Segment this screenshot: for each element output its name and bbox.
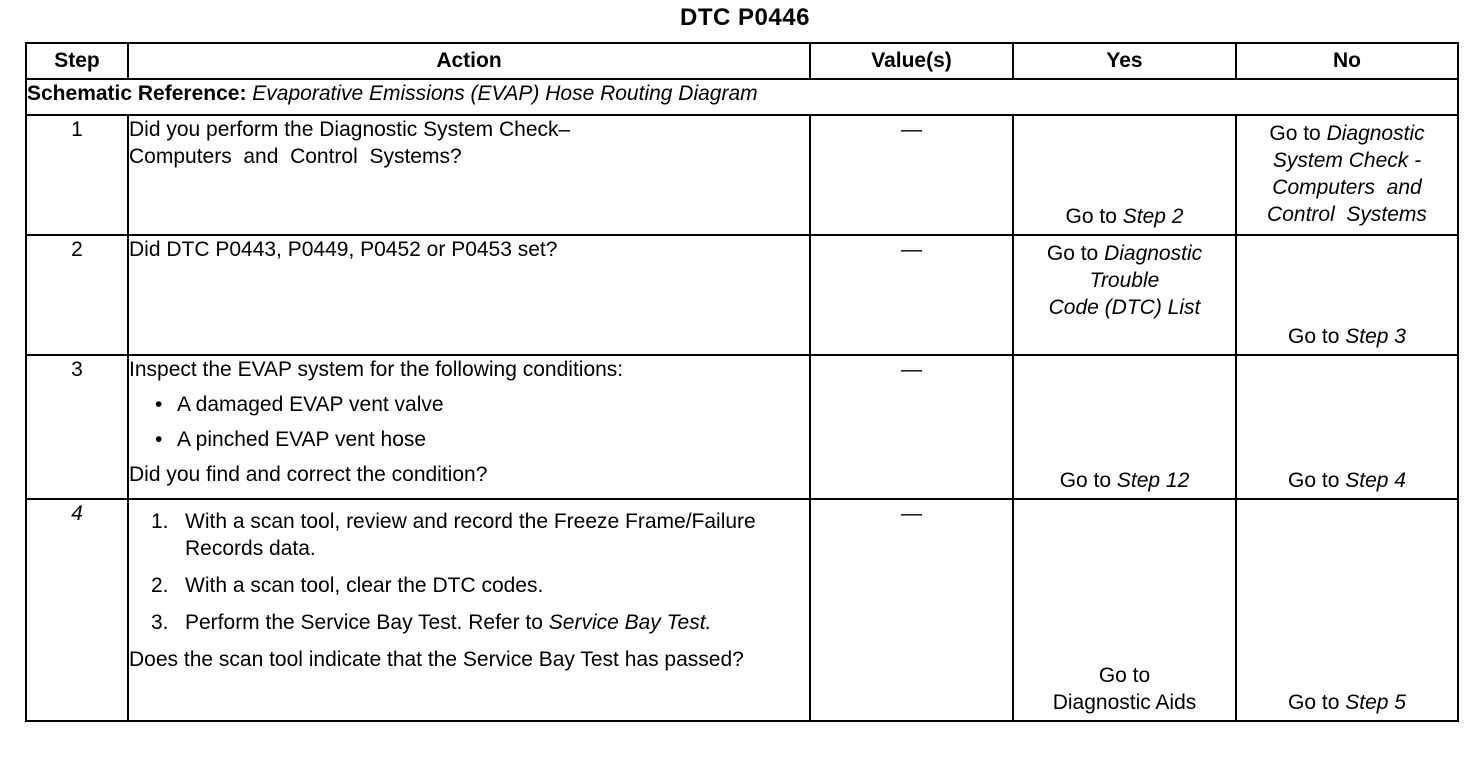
action-text: Did DTC P0443, P0449, P0452 or P0453 set? — [129, 238, 558, 261]
action-text: Computers and Control Systems? — [129, 145, 462, 168]
no-cell — [1236, 499, 1458, 721]
header-step: Step — [26, 43, 128, 79]
yes-prefix: Go to — [1065, 205, 1123, 228]
action-cell — [128, 115, 810, 235]
list-text-end: . — [705, 611, 712, 634]
no-link[interactable]: System Check - — [1272, 149, 1422, 172]
yes-link[interactable]: Step 2 — [1122, 205, 1184, 228]
list-text: With a scan tool, clear the DTC codes. — [185, 574, 544, 597]
no-link[interactable]: Step 3 — [1345, 325, 1406, 348]
header-no: No — [1236, 43, 1458, 79]
yes-cell — [1013, 115, 1236, 235]
yes-link[interactable]: Trouble — [1089, 269, 1160, 292]
no-prefix: Go to — [1288, 469, 1346, 492]
header-yes: Yes — [1013, 43, 1236, 79]
no-prefix: Go to — [1269, 122, 1327, 145]
no-cell — [1236, 355, 1458, 499]
yes-link[interactable]: Code (DTC) List — [1048, 296, 1201, 319]
list-number: 3. — [151, 611, 169, 634]
table-row — [26, 355, 1458, 499]
list-number: 2. — [151, 574, 169, 597]
no-link[interactable]: Computers and — [1272, 176, 1422, 199]
no-link[interactable]: Step 4 — [1345, 469, 1406, 492]
condition-list — [129, 391, 809, 453]
action-cell — [128, 235, 810, 355]
schematic-reference-link[interactable]: Evaporative Emissions (EVAP) Hose Routing Diagram — [252, 82, 758, 105]
header-values: Value(s) — [810, 43, 1013, 79]
list-item — [151, 609, 809, 636]
action-question: Does the scan tool indicate that the Service Bay Test has passed? — [129, 648, 744, 671]
yes-prefix: Go to — [1059, 469, 1117, 492]
step-number: 2 — [26, 235, 128, 355]
list-item: • A pinched EVAP vent hose — [151, 426, 809, 453]
yes-link[interactable]: Diagnostic — [1104, 242, 1203, 265]
value-cell: — — [810, 235, 1013, 355]
table-row — [26, 499, 1458, 721]
yes-prefix: Go to — [1046, 242, 1105, 265]
yes-cell — [1013, 355, 1236, 499]
action-text: Inspect the EVAP system for the following conditions: — [129, 358, 624, 381]
procedure-list — [129, 508, 809, 636]
diagnostic-table — [25, 42, 1459, 722]
yes-link[interactable]: Step 12 — [1116, 469, 1190, 492]
no-link[interactable]: Step 5 — [1345, 691, 1406, 714]
page-title: DTC P0446 — [680, 4, 810, 31]
no-cell — [1236, 115, 1458, 235]
yes-prefix: Go to — [1098, 664, 1151, 687]
list-number: 1. — [151, 510, 169, 533]
no-prefix: Go to — [1288, 325, 1346, 348]
yes-cell — [1013, 499, 1236, 721]
list-text: Perform the Service Bay Test. Refer to — [185, 611, 549, 634]
value-cell: — — [810, 499, 1013, 721]
table-row — [26, 115, 1458, 235]
yes-cell — [1013, 235, 1236, 355]
action-cell — [128, 355, 810, 499]
value-cell: — — [810, 115, 1013, 235]
schematic-reference-label: Schematic Reference: — [27, 82, 247, 105]
step-number: 1 — [26, 115, 128, 235]
header-row — [26, 43, 1458, 79]
schematic-reference-row — [26, 79, 1458, 115]
no-link[interactable]: Control Systems — [1267, 203, 1427, 226]
action-question: Did you find and correct the condition? — [129, 463, 488, 486]
header-action: Action — [128, 43, 810, 79]
list-text: With a scan tool, review and record the Freeze Frame/Failure Records data. — [185, 510, 756, 560]
list-item — [151, 508, 809, 562]
no-link[interactable]: Diagnostic — [1326, 122, 1425, 145]
action-text: Did you perform the Diagnostic System Check– — [129, 118, 571, 141]
no-prefix: Go to — [1288, 691, 1346, 714]
table-row — [26, 235, 1458, 355]
step-number: 3 — [26, 355, 128, 499]
no-cell — [1236, 235, 1458, 355]
action-cell — [128, 499, 810, 721]
list-item: • A damaged EVAP vent valve — [151, 391, 809, 418]
value-cell: — — [810, 355, 1013, 499]
step-number: 4 — [26, 499, 128, 721]
schematic-reference — [26, 79, 1458, 115]
service-bay-test-link[interactable]: Service Bay Test — [548, 611, 706, 634]
yes-link[interactable]: Diagnostic Aids — [1052, 691, 1197, 714]
list-item — [151, 572, 809, 599]
